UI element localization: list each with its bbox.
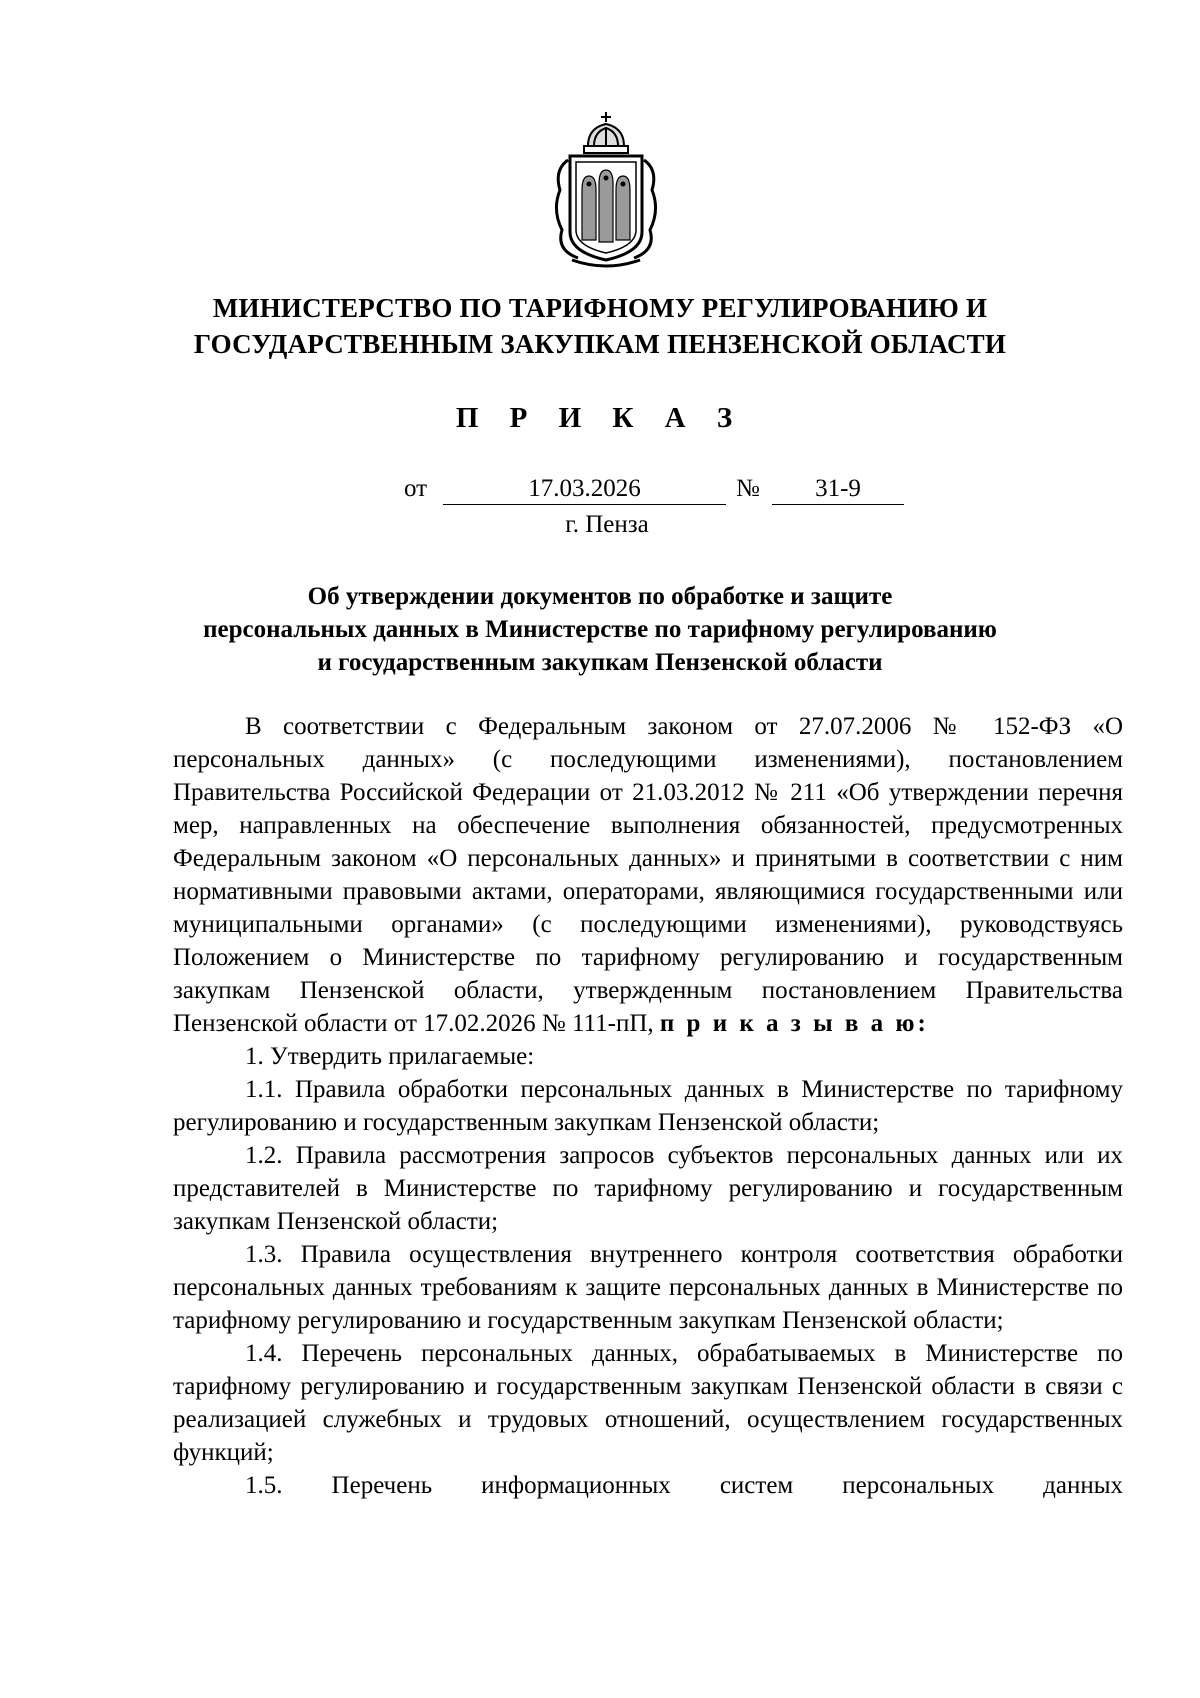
number-prefix: № [736,475,760,502]
intro-paragraph [173,710,1123,1040]
date-prefix: от [404,475,428,502]
item-1: 1. Утвердить прилагаемые: [245,1043,535,1070]
organization-line-2: ГОСУДАРСТВЕННЫМ ЗАКУПКАМ ПЕНЗЕНСКОЙ ОБЛАСТИ [193,329,1007,359]
document-type: П Р И К А З [455,402,745,434]
document-subject [150,580,1050,679]
organization-line-1: МИНИСТЕРСТВО ПО ТАРИФНОМУ РЕГУЛИРОВАНИЮ И [212,293,988,323]
document-number: 31-9 [772,474,904,505]
item-1-1: 1.1. Правила обработки персональных данных в Министерстве по тарифному регулированию и государственным закупкам Пензенской области; [173,1076,1123,1136]
coat-of-arms-icon [548,110,664,268]
intro-text: В соответствии с Федеральным законом от 27.07.2006 № 152-ФЗ «О персональных данных» (с последующими изменениями), постановлением Правительства Российской Федерации от 21.03.2012 № 211 «Об утверждении перечня мер, направленных на обеспечение выполнения обязанностей, предусмотренных Федеральным законом «О персональных данных» и принятыми в соответствии с ним нормативными правовыми актами, операторами, являющимися государственными или муниципальными органами» (с последующими изменениями), руководствуясь Положением о Министерстве по тарифному регулированию и государственным закупкам Пензенской области, утвержденным постановлением Правительства Пензенской области от 17.02.2026 № 111-пП, [173,713,1123,1037]
document-body [173,710,1123,1502]
item-1-5: 1.5. Перечень информационных систем персональных данных [245,1472,1123,1499]
subject-line-2: персональных данных в Министерстве по тарифному регулированию [203,616,997,643]
item-1-2: 1.2. Правила рассмотрения запросов субъектов персональных данных или их представителей в Министерстве по тарифному регулированию и государственным закупкам Пензенской области; [173,1142,1123,1235]
item-1-4: 1.4. Перечень персональных данных, обрабатываемых в Министерстве по тарифному регулированию и государственным закупкам Пензенской области в связи с реализацией служебных и трудовых отношений, осуществлением государственных функций; [173,1340,1123,1466]
item-1-3: 1.3. Правила осуществления внутреннего контроля соответствия обработки персональных данных требованиям к защите персональных данных в Министерстве по тарифному регулированию и государственным закупкам Пензенской области; [173,1241,1123,1334]
subject-line-3: и государственным закупкам Пензенской области [317,649,883,676]
document-meta-line [0,474,1200,510]
document-city: г. Пенза [565,511,649,538]
subject-line-1: Об утверждении документов по обработке и защите [307,583,893,610]
organization-name [120,290,1080,362]
document-date: 17.03.2026 [443,474,726,505]
decree-word: п р и к а з ы в а ю: [659,1010,929,1037]
